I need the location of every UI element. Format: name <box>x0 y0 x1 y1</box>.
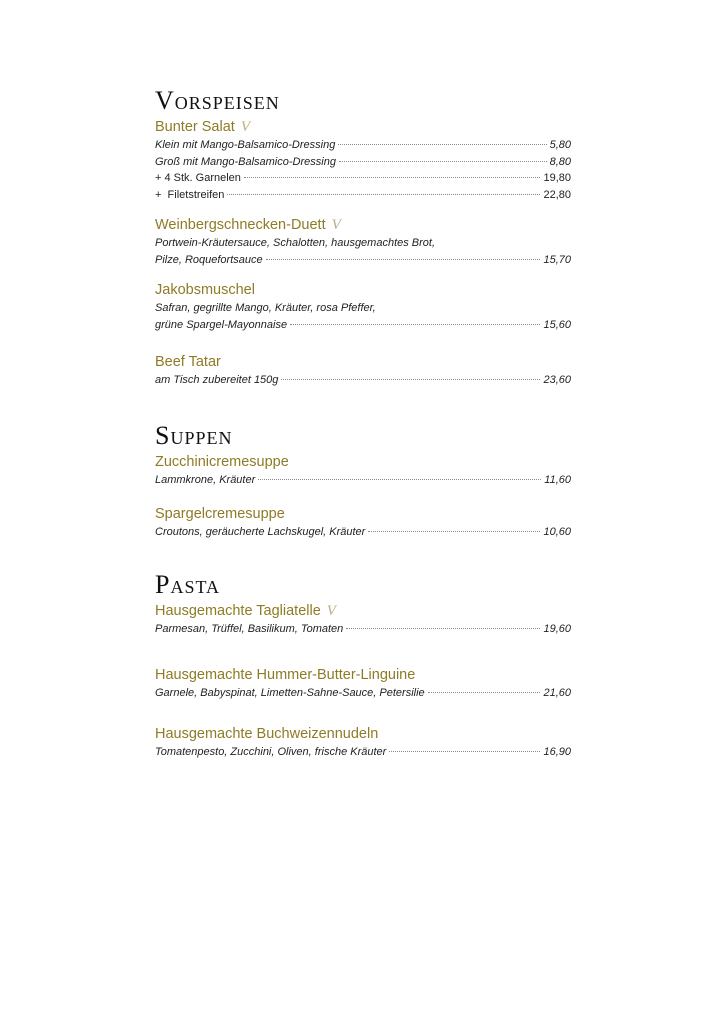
dish-description: Safran, gegrillte Mango, Kräuter, rosa Pfeffer, <box>155 302 376 314</box>
price-row <box>155 621 571 638</box>
dish-name-text: Bunter Salat <box>155 119 235 135</box>
dish-name <box>155 216 571 234</box>
dot-leader <box>227 194 540 195</box>
dish-name: Jakobsmuschel <box>155 282 255 298</box>
price-row <box>155 744 571 761</box>
row-desc: Pilze, Roquefortsauce <box>155 253 263 266</box>
dish-weinbergschnecken <box>155 216 571 268</box>
dot-leader <box>281 379 540 380</box>
price-row <box>155 524 571 541</box>
dot-leader <box>244 177 541 178</box>
dish-tagliatelle <box>155 602 571 638</box>
row-desc: Tomatenpesto, Zucchini, Oliven, frische Kräuter <box>155 745 387 758</box>
dot-leader <box>266 259 541 260</box>
row-price: 19,60 <box>543 622 571 635</box>
vegetarian-icon: V <box>331 217 341 233</box>
row-price: 8,80 <box>549 155 571 168</box>
row-desc: grüne Spargel-Mayonnaise <box>155 318 288 331</box>
menu-content <box>155 88 571 760</box>
row-desc: Garnele, Babyspinat, Limetten-Sahne-Sauce, Petersilie <box>155 687 425 699</box>
price-row <box>155 137 571 154</box>
price-row <box>155 154 571 171</box>
row-desc: Parmesan, Trüffel, Basilikum, Tomaten <box>155 622 344 635</box>
dot-leader <box>346 628 540 629</box>
dish-spargelcremesuppe <box>155 505 571 541</box>
row-price: 21,60 <box>543 687 571 699</box>
dot-leader <box>338 144 546 145</box>
row-price: 11,60 <box>544 473 571 486</box>
dot-leader <box>339 161 547 162</box>
dish-name <box>155 602 571 620</box>
vegetarian-icon: V <box>240 119 250 135</box>
dish-name-text: Weinbergschnecken-Duett <box>155 217 326 233</box>
dot-leader <box>290 324 540 325</box>
row-price: 23,60 <box>543 374 571 386</box>
dish-name: Hausgemachte Hummer-Butter-Linguine <box>155 667 416 683</box>
price-row <box>155 372 571 389</box>
dish-jakobsmuschel <box>155 281 571 333</box>
dish-name-text: Hausgemachte Tagliatelle <box>155 602 321 619</box>
row-desc: Klein mit Mango-Balsamico-Dressing <box>155 139 336 151</box>
row-price: 10,60 <box>543 526 571 538</box>
dish-name <box>155 118 571 136</box>
row-price: 16,90 <box>543 745 571 758</box>
dot-leader <box>389 751 540 752</box>
price-row <box>155 170 571 187</box>
dish-name: Beef Tatar <box>155 354 221 370</box>
dish-bunter-salat <box>155 118 571 203</box>
dot-leader <box>428 692 541 693</box>
row-price: 22,80 <box>543 188 571 201</box>
dish-name: Zucchinicremesuppe <box>155 453 289 470</box>
dish-beef-tatar <box>155 353 571 389</box>
price-row <box>155 317 571 334</box>
price-row <box>155 252 571 269</box>
dot-leader <box>368 531 540 532</box>
price-row <box>155 187 571 204</box>
row-desc: + 4 Stk. Garnelen <box>155 172 241 184</box>
row-desc: Groß mit Mango-Balsamico-Dressing <box>155 155 336 168</box>
dot-leader <box>258 479 541 480</box>
dish-name: Spargelcremesuppe <box>155 506 285 522</box>
dish-zucchinicremesuppe <box>155 453 571 489</box>
price-row <box>155 472 571 489</box>
price-row <box>155 685 571 702</box>
dish-description: Portwein-Kräutersauce, Schalotten, hausgemachtes Brot, <box>155 237 436 249</box>
section-title-suppen: Suppen <box>155 420 233 450</box>
row-desc: Lammkrone, Kräuter <box>155 473 256 486</box>
row-desc: am Tisch zubereitet 150g <box>155 374 279 386</box>
row-price: 15,70 <box>543 253 571 266</box>
row-price: 19,80 <box>543 172 571 184</box>
vegetarian-icon: V <box>326 602 336 619</box>
section-title-vorspeisen: Vorspeisen <box>155 86 280 115</box>
row-desc: + Filetstreifen <box>155 188 225 201</box>
row-price: 15,60 <box>543 318 571 331</box>
dish-hummer-linguine <box>155 666 571 702</box>
row-desc: Croutons, geräucherte Lachskugel, Kräuter <box>155 526 366 538</box>
section-title-pasta: Pasta <box>155 569 221 599</box>
row-price: 5,80 <box>549 139 571 151</box>
dish-name: Hausgemachte Buchweizennudeln <box>155 725 379 742</box>
dish-buchweizennudeln <box>155 725 571 761</box>
